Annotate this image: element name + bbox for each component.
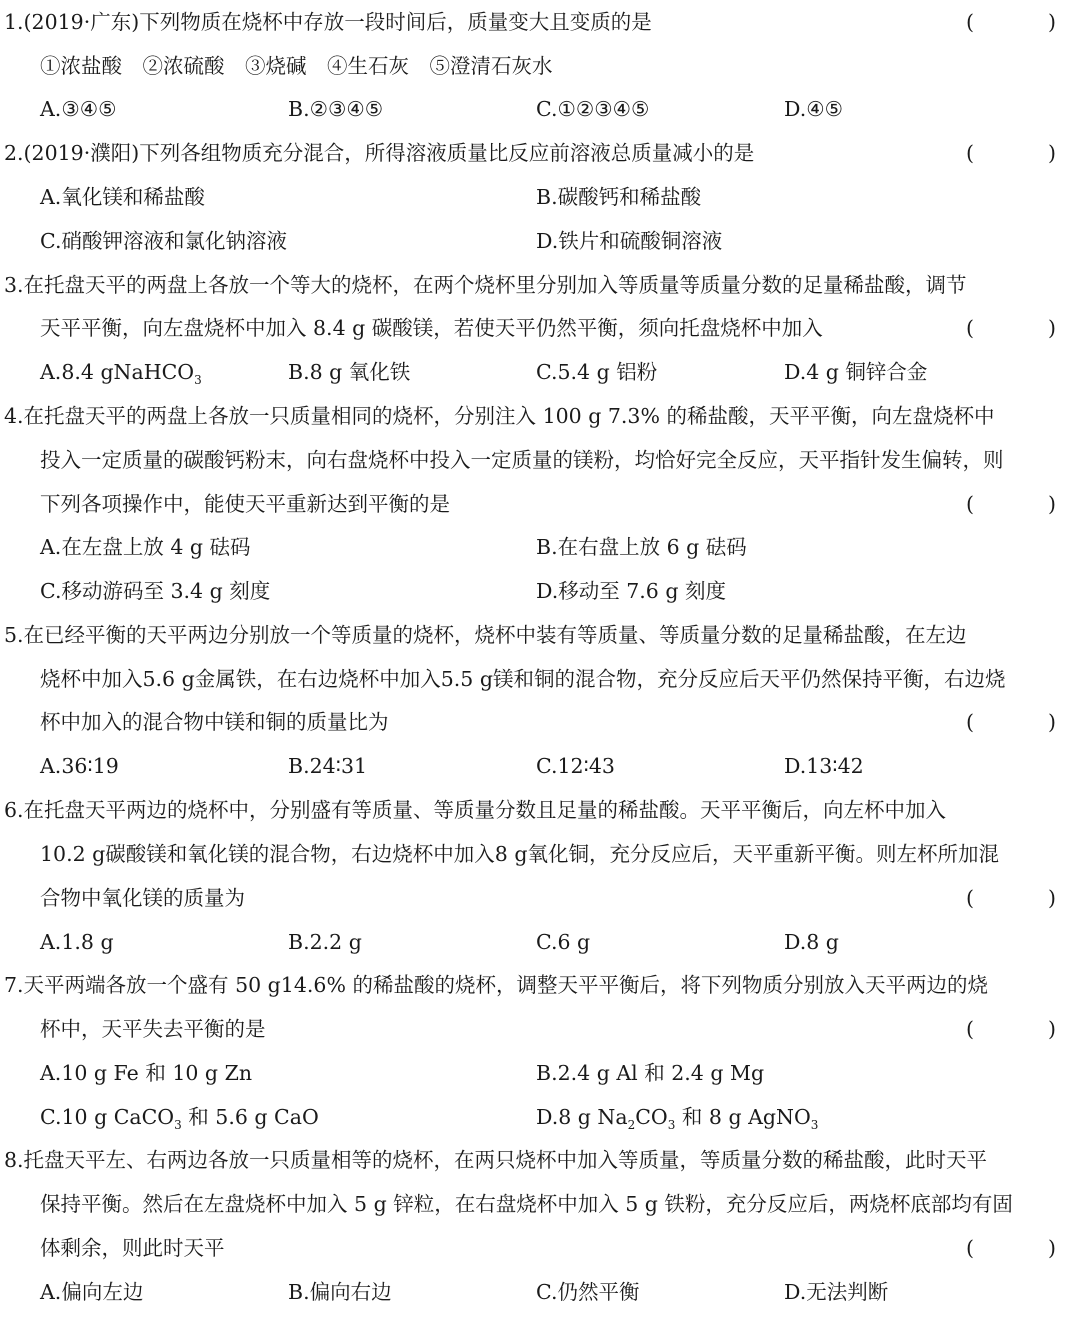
question-stem: 投入一定质量的碳酸钙粉末，向右盘烧杯中投入一定质量的镁粉，均恰好完全反应，天平指针发生偏转，则: [40, 448, 1004, 472]
question-stem: 4.在托盘天平的两盘上各放一只质量相同的烧杯，分别注入 100 g 7.3% 的稀盐酸，天平平衡，向左盘烧杯中: [4, 404, 995, 428]
q6-stem-line-3: 合物中氧化镁的质量为 ( ): [0, 878, 1080, 918]
option-c[interactable]: C.移动游码至 3.4 g 刻度: [40, 579, 271, 603]
q8-options: [0, 1272, 1080, 1312]
q6-stem-line-1: [0, 790, 1080, 830]
q5-stem-line-3: 杯中加入的混合物中镁和铜的质量比为 ( ): [0, 702, 1080, 742]
question-stem: 杯中，天平失去平衡的是: [40, 1017, 266, 1041]
option-d[interactable]: D.④⑤: [784, 97, 843, 121]
question-stem: 6.在托盘天平两边的烧杯中，分别盛有等质量、等质量分数且足量的稀盐酸。天平平衡后，向左杯中加入: [4, 798, 947, 822]
question-stem: 合物中氧化镁的质量为: [40, 886, 245, 910]
option-d[interactable]: D.无法判断: [784, 1280, 889, 1304]
option-a[interactable]: A.偏向左边: [40, 1280, 144, 1304]
question-stem: 天平平衡，向左盘烧杯中加入 8.4 g 碳酸镁，若使天平仍然平衡，须向托盘烧杯中加入: [40, 316, 823, 340]
question-stem: 3.在托盘天平的两盘上各放一个等大的烧杯，在两个烧杯里分别加入等质量等质量分数的足量稀盐酸，调节: [4, 273, 967, 297]
q4-stem-line-2: [0, 440, 1080, 480]
option-a[interactable]: A.1.8 g: [40, 930, 114, 954]
q2-stem-line-1: 2.(2019·濮阳)下列各组物质充分混合，所得溶液质量比反应前溶液总质量减小的是 ( ): [0, 133, 1080, 173]
q1-stem-line-1: 1.(2019·广东)下列物质在烧杯中存放一段时间后，质量变大且变质的是 ( ): [0, 2, 1080, 42]
option-d[interactable]: D.移动至 7.6 g 刻度: [536, 579, 726, 603]
q4-options-row-1: [0, 527, 1080, 567]
option-a[interactable]: A.10 g Fe 和 10 g Zn: [40, 1061, 253, 1085]
question-stem: 保持平衡。然后在左盘烧杯中加入 5 g 锌粒，在右盘烧杯中加入 5 g 铁粉，充分反应后，两烧杯底部均有固: [40, 1192, 1013, 1216]
option-c[interactable]: C.6 g: [536, 930, 591, 954]
question-stem: 2.(2019·濮阳)下列各组物质充分混合，所得溶液质量比反应前溶液总质量减小的是: [4, 141, 755, 165]
q1-stem-line-2: [0, 46, 1080, 86]
question-stem: 体剩余，则此时天平: [40, 1236, 225, 1260]
option-b[interactable]: B.2.4 g Al 和 2.4 g Mg: [536, 1061, 765, 1085]
option-b[interactable]: B.24∶31: [288, 754, 368, 778]
option-b[interactable]: B.8 g 氧化铁: [288, 360, 411, 384]
question-stem: 8.托盘天平左、右两边各放一只质量相等的烧杯，在两只烧杯中加入等质量，等质量分数的稀盐酸，此时天平: [4, 1148, 988, 1172]
option-b[interactable]: B.碳酸钙和稀盐酸: [536, 185, 702, 209]
q3-stem-line-2: 天平平衡，向左盘烧杯中加入 8.4 g 碳酸镁，若使天平仍然平衡，须向托盘烧杯中加入 ( ): [0, 308, 1080, 348]
q4-stem-line-1: [0, 396, 1080, 436]
q7-stem-line-1: [0, 965, 1080, 1005]
question-substances: ①浓盐酸 ②浓硫酸 ③烧碱 ④生石灰 ⑤澄清石灰水: [40, 54, 553, 78]
q2-options-row-2: [0, 221, 1080, 261]
q5-stem-line-1: [0, 615, 1080, 655]
option-d[interactable]: D.13∶42: [784, 754, 864, 778]
option-a[interactable]: A.③④⑤: [40, 97, 117, 121]
q8-stem-line-1: [0, 1140, 1080, 1180]
option-d[interactable]: D.4 g 铜锌合金: [784, 360, 928, 384]
q2-options-row-1: [0, 177, 1080, 217]
option-d[interactable]: D.8 g: [784, 930, 839, 954]
option-a[interactable]: A.8.4 gNaHCO$_3$: [40, 360, 202, 388]
option-c[interactable]: C.①②③④⑤: [536, 97, 650, 121]
q8-stem-line-3: 体剩余，则此时天平 ( ): [0, 1228, 1080, 1268]
q7-options-row-1: [0, 1053, 1080, 1093]
option-a[interactable]: A.氧化镁和稀盐酸: [40, 185, 205, 209]
question-stem: 5.在已经平衡的天平两边分别放一个等质量的烧杯，烧杯中装有等质量、等质量分数的足量稀盐酸，在左边: [4, 623, 967, 647]
q5-options: [0, 746, 1080, 786]
option-b[interactable]: B.在右盘上放 6 g 砝码: [536, 535, 747, 559]
option-c[interactable]: C.仍然平衡: [536, 1280, 640, 1304]
question-stem: 杯中加入的混合物中镁和铜的质量比为: [40, 710, 389, 734]
option-b[interactable]: B.偏向右边: [288, 1280, 392, 1304]
option-c[interactable]: C.10 g CaCO$_3$ 和 5.6 g CaO: [40, 1105, 319, 1133]
q7-options-row-2: [0, 1097, 1080, 1137]
q4-options-row-2: [0, 571, 1080, 611]
option-c[interactable]: C.12∶43: [536, 754, 615, 778]
option-c[interactable]: C.硝酸钾溶液和氯化钠溶液: [40, 229, 287, 253]
q3-options: [0, 352, 1080, 392]
option-b[interactable]: B.2.2 g: [288, 930, 362, 954]
q7-stem-line-2: 杯中，天平失去平衡的是 ( ): [0, 1009, 1080, 1049]
option-d[interactable]: D.铁片和硫酸铜溶液: [536, 229, 723, 253]
q5-stem-line-2: [0, 659, 1080, 699]
q6-stem-line-2: [0, 834, 1080, 874]
question-stem: 7.天平两端各放一个盛有 50 g14.6% 的稀盐酸的烧杯，调整天平平衡后，将下列物质分别放入天平两边的烧: [4, 973, 988, 997]
question-stem: 1.(2019·广东)下列物质在烧杯中存放一段时间后，质量变大且变质的是: [4, 10, 652, 34]
q8-stem-line-2: [0, 1184, 1080, 1224]
option-b[interactable]: B.②③④⑤: [288, 97, 384, 121]
q1-options: [0, 89, 1080, 129]
question-stem: 烧杯中加入5.6 g金属铁，在右边烧杯中加入5.5 g镁和铜的混合物，充分反应后天平仍然保持平衡，右边烧: [40, 667, 1006, 691]
q4-stem-line-3: 下列各项操作中，能使天平重新达到平衡的是 ( ): [0, 484, 1080, 524]
option-c[interactable]: C.5.4 g 铝粉: [536, 360, 658, 384]
q6-options: [0, 922, 1080, 962]
option-a[interactable]: A.在左盘上放 4 g 砝码: [40, 535, 251, 559]
option-a[interactable]: A.36∶19: [40, 754, 119, 778]
question-stem: 10.2 g碳酸镁和氧化镁的混合物，右边烧杯中加入8 g氧化铜，充分反应后，天平重新平衡。则左杯所加混: [40, 842, 999, 866]
option-d[interactable]: D.8 g $Na_2CO_3$ 和 8 g AgNO$_3$: [536, 1105, 819, 1133]
q3-stem-line-1: [0, 265, 1080, 305]
question-stem: 下列各项操作中，能使天平重新达到平衡的是: [40, 492, 450, 516]
